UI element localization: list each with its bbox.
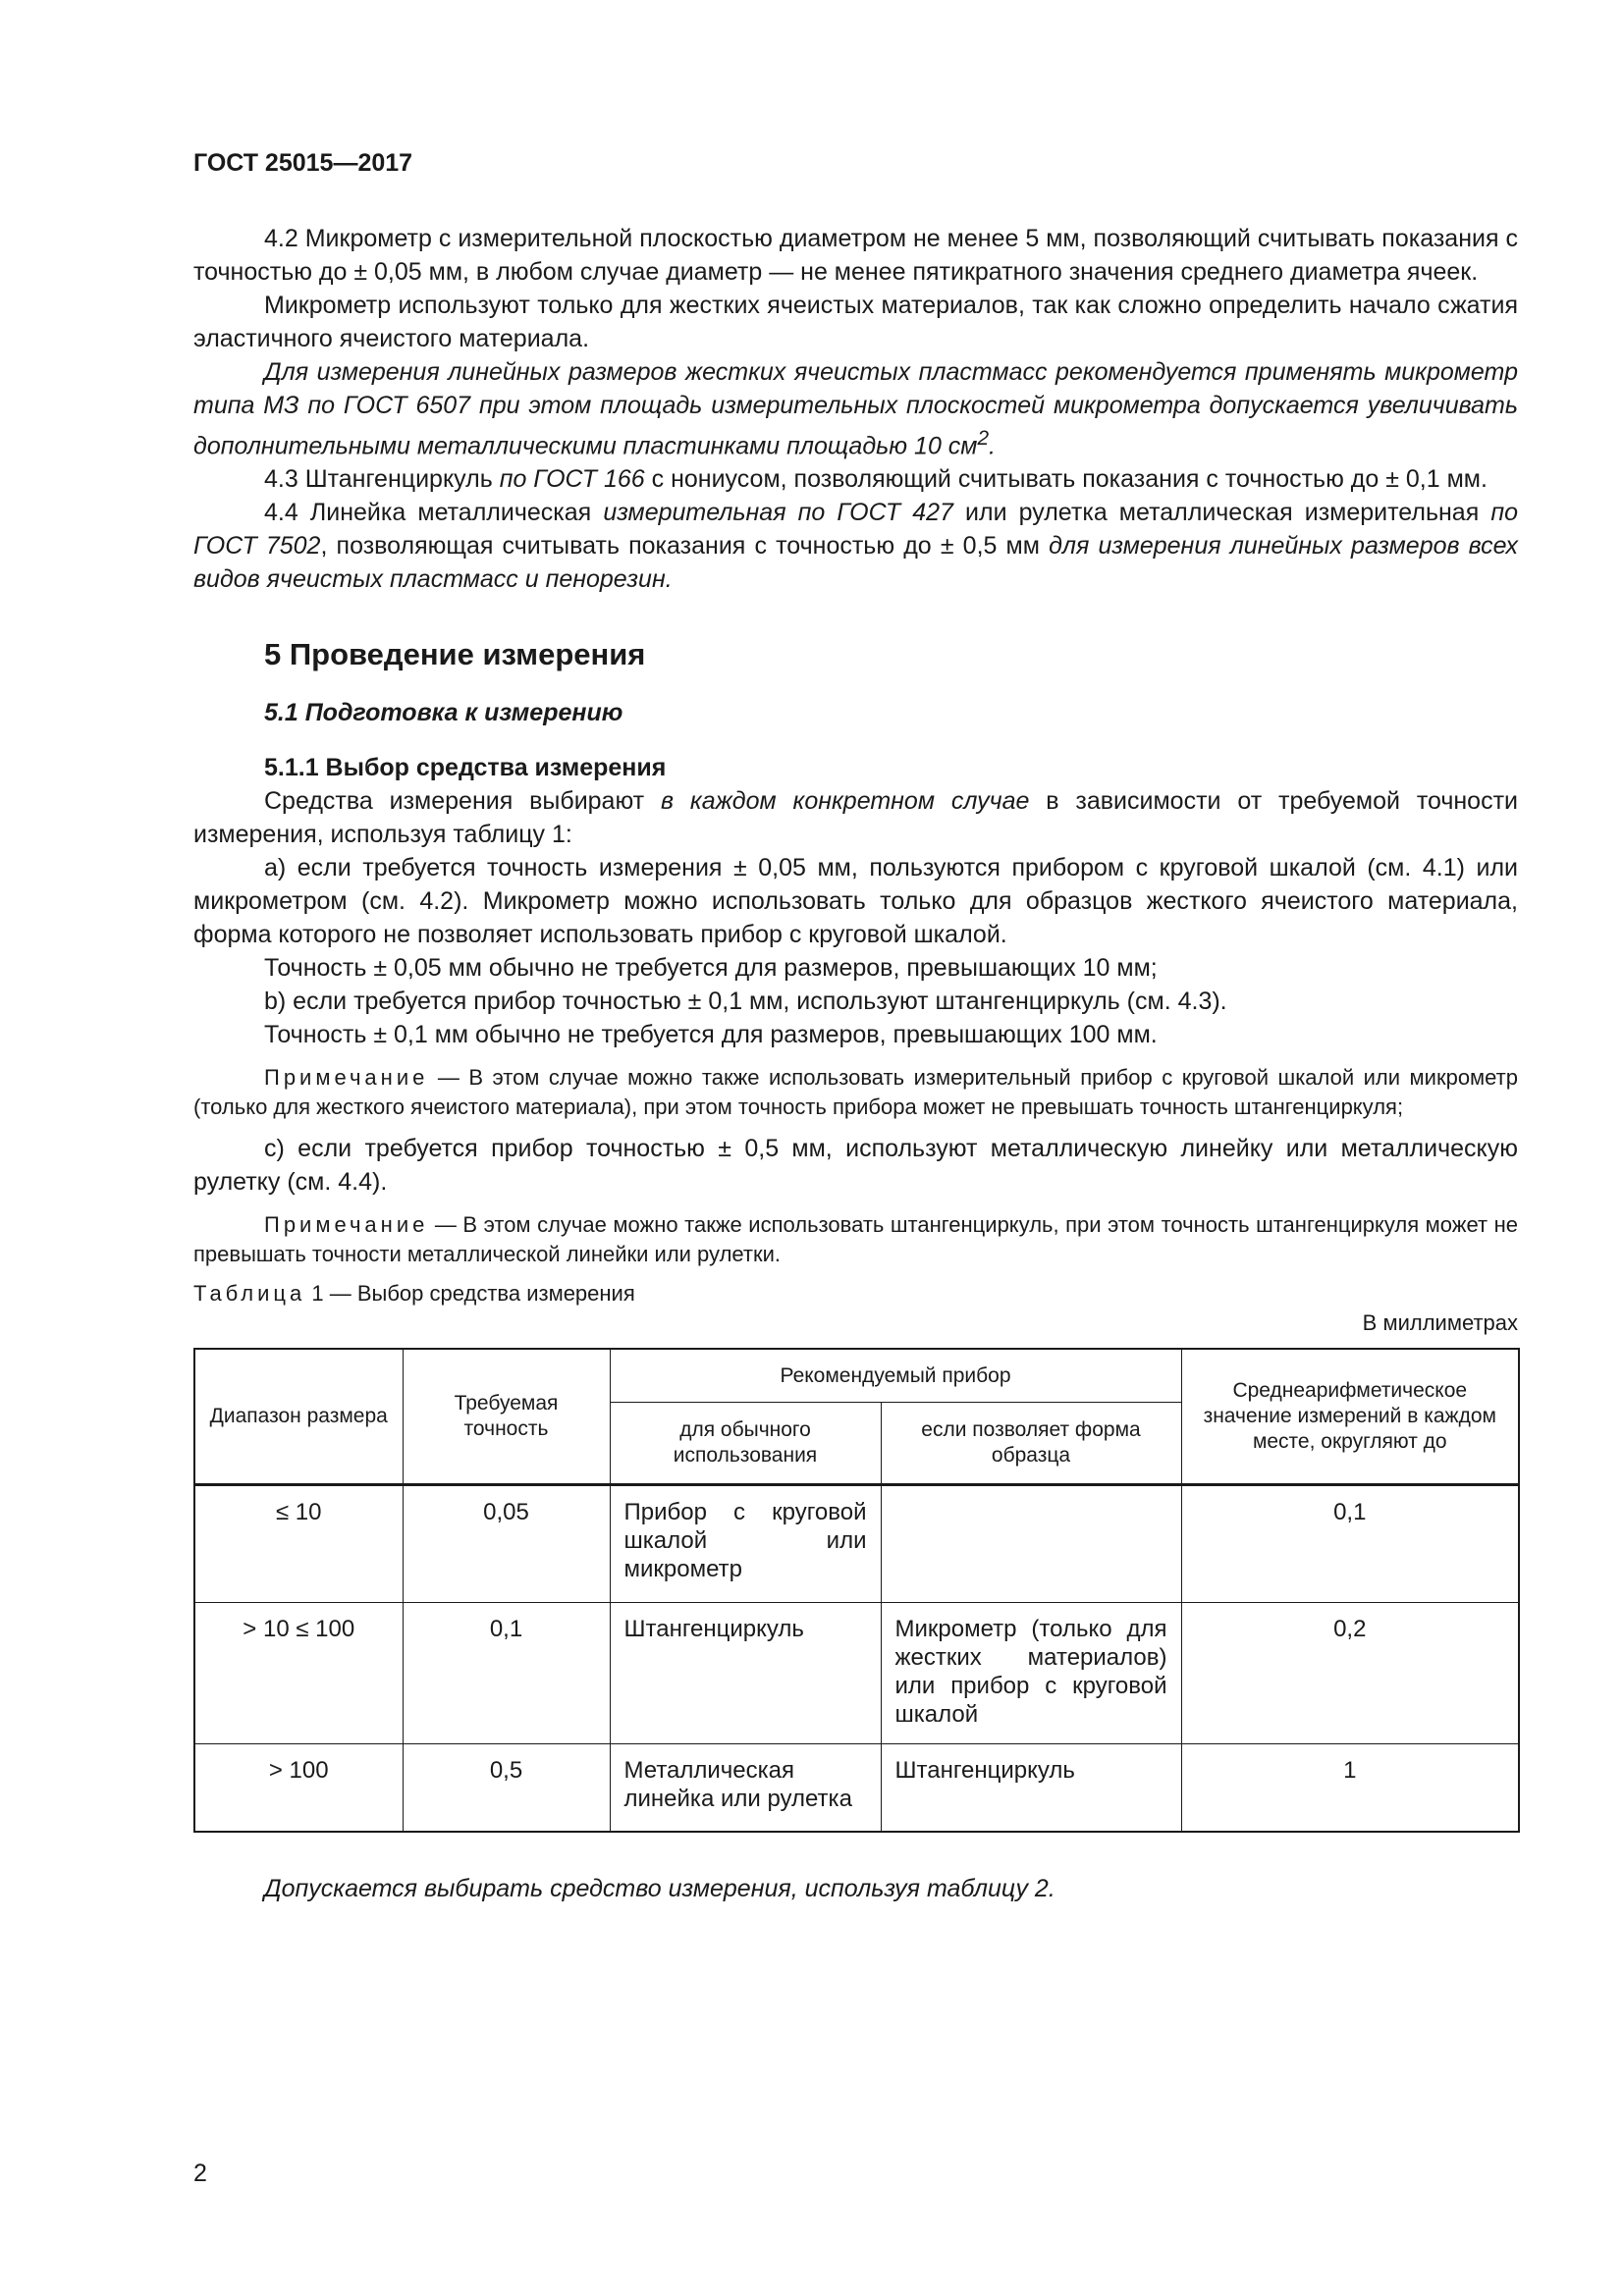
cell-normal: Металлическая линейка или рулетка xyxy=(610,1743,881,1832)
subsection-heading-5-1: 5.1 Подготовка к измерению xyxy=(264,699,623,727)
cell-range: > 10 ≤ 100 xyxy=(194,1602,403,1743)
page-number: 2 xyxy=(193,2160,207,2187)
instrument-selection-table xyxy=(193,1348,1520,1833)
paragraph-rigid-plastics-text: Для измерения линейных размеров жестких ячеистых пластмасс рекомендуется применять микрометр типа МЗ по ГОСТ 6507 при этом площадь измерительных плоскостей микрометра допускается увеличивать дополнительными металлическими пластинками площадью 10 см xyxy=(193,358,1518,460)
header-accuracy: Требуемая точность xyxy=(403,1349,610,1484)
cell-shape: Штангенциркуль xyxy=(881,1743,1181,1832)
paragraph-accuracy-005: Точность ± 0,05 мм обычно не требуется для размеров, превышающих 10 мм; xyxy=(264,954,1158,983)
cell-mean: 0,1 xyxy=(1181,1484,1519,1602)
cell-normal: Прибор с круговой шкалой или микрометр xyxy=(610,1484,881,1602)
paragraph-selection xyxy=(193,784,1518,851)
text-run: , позволяющая считывать показания с точностью до ± 0,5 мм xyxy=(320,532,1050,561)
text-run-italic: по ГОСТ 7502 xyxy=(193,499,1518,561)
text-run-italic: для измерения линейных размеров всех видов ячеистых пластмасс и пенорезин. xyxy=(193,532,1518,594)
header-recommended: Рекомендуемый прибор xyxy=(610,1349,1181,1402)
text-run: 4.3 Штангенциркуль xyxy=(264,465,500,494)
paragraph-item-c: c) если требуется прибор точностью ± 0,5 мм, используют металлическую линейку или металлическую рулетку (см. 4.4). xyxy=(193,1135,1518,1197)
header-range: Диапазон размера xyxy=(194,1349,403,1484)
table-label: Таблица xyxy=(193,1281,306,1307)
cell-shape xyxy=(881,1484,1181,1602)
paragraph-4-3 xyxy=(193,462,1518,496)
note-2 xyxy=(193,1210,1518,1269)
text-run-italic: измерительная по ГОСТ 427 xyxy=(603,499,953,527)
header-normal-use: для обычного использования xyxy=(610,1402,881,1484)
paragraph-accuracy-01: Точность ± 0,1 мм обычно не требуется для размеров, превышающих 100 мм. xyxy=(264,1021,1158,1049)
cell-normal: Штангенциркуль xyxy=(610,1602,881,1743)
paragraph-item-b: b) если требуется прибор точностью ± 0,1 мм, используют штангенциркуль (см. 4.3). xyxy=(264,988,1227,1016)
closing-paragraph: Допускается выбирать средство измерения, используя таблицу 2. xyxy=(264,1875,1055,1903)
document-body xyxy=(193,222,1518,1905)
note-1 xyxy=(193,1063,1518,1122)
text-run: с нониусом, позволяющий считывать показания с точностью до ± 0,1 мм. xyxy=(644,465,1488,494)
text-run-italic: в каждом конкретном случае xyxy=(660,787,1030,816)
cell-mean: 1 xyxy=(1181,1743,1519,1832)
note-text: — В этом случае можно также использовать измерительный прибор с круговой шкалой или микрометр (только для жесткого ячеистого материала), при этом точность прибора может не превышать точность штангенциркуля; xyxy=(193,1065,1518,1120)
text-run-italic: по ГОСТ 166 xyxy=(499,465,645,494)
document-header: ГОСТ 25015—2017 xyxy=(193,149,413,177)
paragraph-rigid-plastics xyxy=(193,355,1518,462)
text-run: или рулетка металлическая измерительная xyxy=(952,499,1491,527)
cell-shape: Микрометр (только для жестких материалов) или прибор с круговой шкалой xyxy=(881,1602,1181,1743)
table-caption xyxy=(193,1279,1518,1308)
note-label: Примечание xyxy=(264,1212,429,1238)
text-run: в зависимости от требуемой точности измерения, используя таблицу 1: xyxy=(193,787,1518,849)
paragraph-micrometer-use: Микрометр используют только для жестких ячеистых материалов, так как сложно определить начало сжатия эластичного ячеистого материала. xyxy=(193,292,1518,352)
cell-accuracy: 0,1 xyxy=(403,1602,610,1743)
table-row xyxy=(194,1743,1519,1832)
table-row xyxy=(194,1602,1519,1743)
section-heading-5: 5 Проведение измерения xyxy=(264,637,646,672)
superscript: 2 xyxy=(977,427,990,450)
cell-range: ≤ 10 xyxy=(194,1484,403,1602)
note-label: Примечание xyxy=(264,1065,429,1091)
header-mean: Среднеарифметическое значение измерений в каждом месте, округляют до xyxy=(1181,1349,1519,1484)
paragraph-4-2: 4.2 Микрометр с измерительной плоскостью диаметром не менее 5 мм, позволяющий считывать показания с точностью до ± 0,05 мм, в любом случае диаметр — не менее пятикратного значения среднего диаметра ячеек. xyxy=(193,225,1518,286)
table-caption-text: 1 — Выбор средства измерения xyxy=(305,1281,635,1307)
paragraph-rigid-plastics-end: . xyxy=(989,432,996,460)
cell-range: > 100 xyxy=(194,1743,403,1832)
cell-accuracy: 0,05 xyxy=(403,1484,610,1602)
note-text: — В этом случае можно также использовать штангенциркуль, при этом точность штангенциркуля может не превышать точности металлической линейки или рулетки. xyxy=(193,1212,1518,1267)
table-unit: В миллиметрах xyxy=(1362,1310,1518,1336)
paragraph-item-a: a) если требуется точность измерения ± 0,05 мм, пользуются прибором с круговой шкалой (см. 4.1) или микрометром (см. 4.2). Микрометр можно использовать только для образцов жесткого ячеистого материала, форма которого не позволяет использовать прибор с круговой шкалой. xyxy=(193,854,1518,949)
header-shape-allows: если позволяет форма образца xyxy=(881,1402,1181,1484)
cell-mean: 0,2 xyxy=(1181,1602,1519,1743)
subsection-heading-5-1-1: 5.1.1 Выбор средства измерения xyxy=(264,754,667,782)
paragraph-4-4 xyxy=(193,496,1518,596)
cell-accuracy: 0,5 xyxy=(403,1743,610,1832)
text-run: Средства измерения выбирают xyxy=(264,787,661,816)
table-row xyxy=(194,1484,1519,1602)
text-run: 4.4 Линейка металлическая xyxy=(264,499,604,527)
